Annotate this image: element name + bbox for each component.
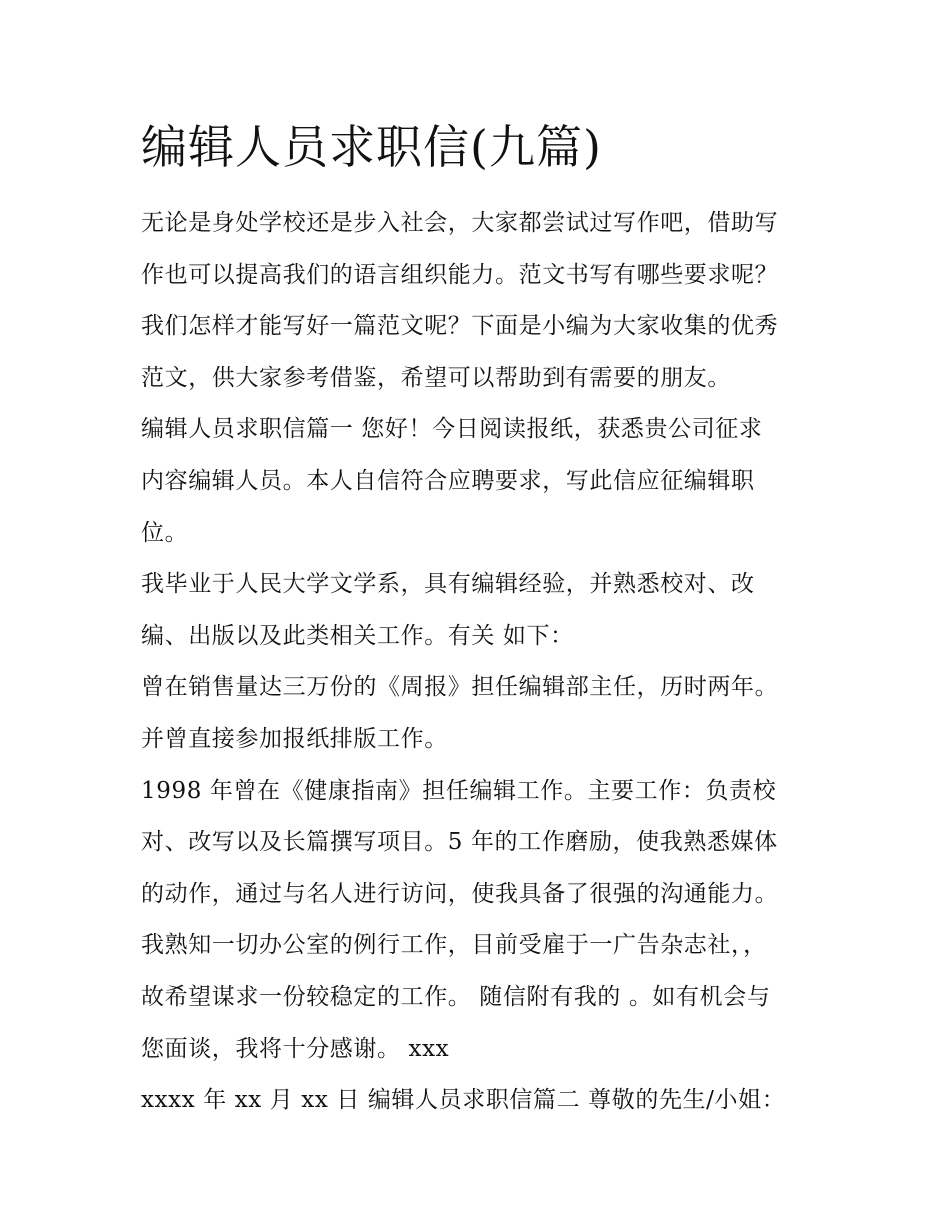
body-line: 1998 年曾在《健康指南》担任编辑工作。主要工作：负责校 [141,777,777,804]
body-line: 您面谈，我将十分感谢。 xxx [141,1035,450,1062]
body-line: 内容编辑人员。本人自信符合应聘要求，写此信应征编辑职 [141,467,755,494]
body-line: 我毕业于人民大学文学系，具有编辑经验，并熟悉校对、改 [141,571,755,598]
body-line: 故希望谋求一份较稳定的工作。 随信附有我的 。如有机会与 [141,983,771,1010]
body-line: 作也可以提高我们的语言组织能力。范文书写有哪些要求呢？ [141,261,779,288]
body-line: 对、改写以及长篇撰写项目。5 年的工作磨励，使我熟悉媒体 [141,829,778,856]
body-line: 我熟知一切办公室的例行工作，目前受雇于一广告杂志社，， [141,932,767,959]
body-line: 并曾直接参加报纸排版工作。 [141,725,448,752]
body-line: 编、出版以及此类相关工作。有关 如下： [141,622,574,649]
body-line: 范文，供大家参考借鉴，希望可以帮助到有需要的朋友。 [141,364,731,391]
body-line: xxxx 年 xx 月 xx 日 编辑人员求职信篇二 尊敬的先生/小姐： [141,1087,786,1114]
document-body [141,198,821,1127]
body-line: 我们怎样才能写好一篇范文呢？下面是小编为大家收集的优秀 [141,313,779,340]
body-line: 编辑人员求职信篇一 您好！今日阅读报纸，获悉贵公司征求 [141,416,763,443]
body-line: 的动作，通过与名人进行访问，使我具备了很强的沟通能力。 [141,880,779,907]
body-line: 无论是身处学校还是步入社会，大家都尝试过写作吧，借助写 [141,210,779,236]
body-line: 位。 [141,519,189,546]
body-line: 曾在销售量达三万份的《周报》担任编辑部主任，历时两年。 [141,674,779,701]
document-title: 编辑人员求职信(九篇) [141,120,602,174]
